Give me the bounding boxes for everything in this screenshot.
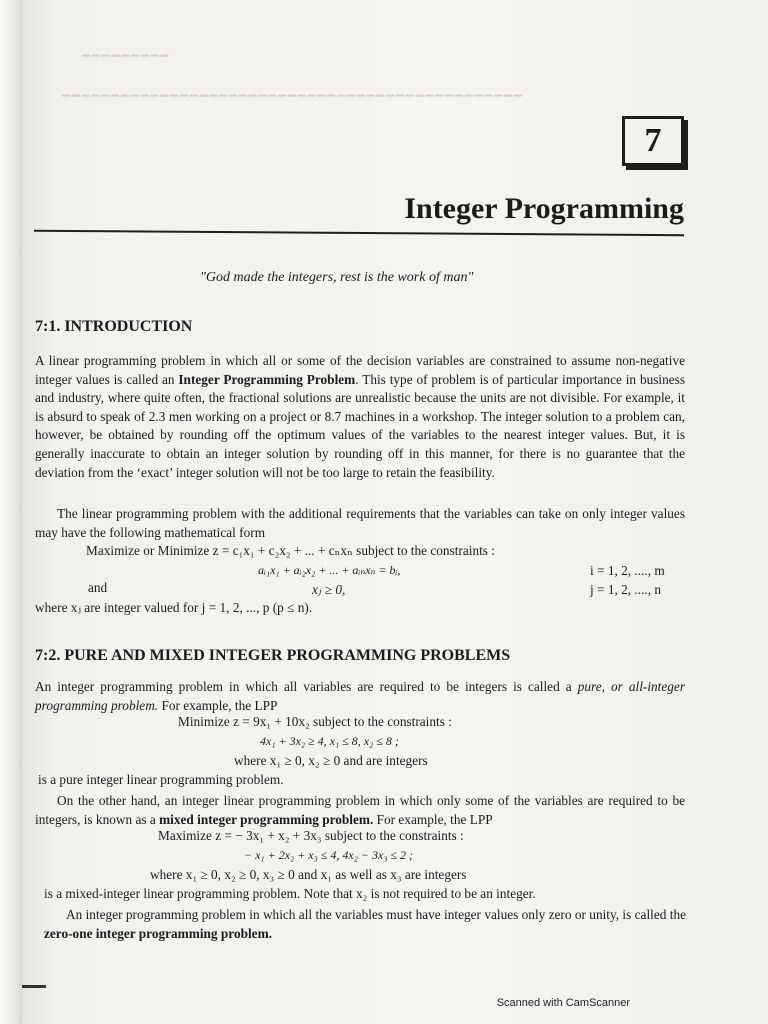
lpp2-objective: Maximize z = − 3x₁ + x₂ + 3x₃ subject to the constraints :	[158, 828, 464, 843]
integer-condition: where xⱼ are integer valued for j = 1, 2, ..., p (p ≤ n).	[35, 600, 313, 615]
zero-one-text: An integer programming problem in which all the variables must have integer values only zero or unity, is called the zero-one integer programming problem.	[44, 907, 686, 941]
lpp2-constraints: − x₁ + 2x₂ + x₃ ≤ 4, 4x₂ − 3x₃ ≤ 2 ;	[244, 848, 414, 862]
show-through-text: ━━━━━━━━━━━━━━━━━━━━━━━━━━━━━━━━━━━━━━━━━━━━━━━	[60, 88, 522, 103]
lpp2-conclusion: is a mixed-integer linear programming problem. Note that x₂ is not required to be an integer.	[44, 886, 536, 901]
pure-ip-text: An integer programming problem in which all variables are required to be integers is called a pure, or all-integer programming problem. For example, the LPP	[35, 679, 685, 713]
chapter-number-box	[622, 116, 684, 166]
chapter-number: 7	[644, 122, 662, 159]
lpp1-constraints: 4x₁ + 3x₂ ≥ 4, x₁ ≤ 8, x₂ ≤ 8 ;	[260, 734, 399, 748]
constraint-equation: aᵢ₁x₁ + aᵢ₂x₂ + ... + aᵢₙxₙ = bᵢ,	[258, 563, 401, 577]
mixed-ip-text: On the other hand, an integer linear programming problem in which only some of the variables are required to be integers, is known as a mixed integer programming problem. For example, the LPP	[35, 793, 685, 827]
objective-function: Maximize or Minimize z = c₁x₁ + c₂x₂ + ... + cₙxₙ subject to the constraints :	[86, 543, 495, 558]
introduction-paragraph	[35, 352, 685, 482]
term-integer-programming-problem: Integer Programming Problem	[178, 371, 356, 387]
epigraph: "God made the integers, rest is the work of man"	[200, 270, 474, 285]
section-heading-introduction: 7:1. INTRODUCTION	[35, 318, 193, 335]
intro-text: A linear programming problem in which all or some of the decision variables are constrained to assume non-negative integer values is called an Integer Programming Problem. This type of problem is of particular importance in business and industry, where quite often, the fractional solutions are unrealistic because the units are not divisible. For example, it is absurd to speak of 2.3 men working on a project or 8.7 machines in a workshop. The integer solution to a problem can, however, be obtained by rounding off the optimum values of the variables to the nearest integer values. But, it is generally inaccurate to obtain an integer solution by rounding off in this manner, for there is no guarantee that the deviation from the ‘exact’ integer solution will not be too large to retain the feasibility.	[35, 353, 686, 480]
constraint-range-j: j = 1, 2, ...., n	[590, 582, 662, 597]
lpp1-objective: Minimize z = 9x₁ + 10x₂ subject to the constraints :	[178, 714, 452, 729]
lpp1-integer-condition: where x₁ ≥ 0, x₂ ≥ 0 and are integers	[234, 753, 428, 768]
constraint-range-i: i = 1, 2, ...., m	[590, 563, 665, 578]
lpp2-integer-condition: where x₁ ≥ 0, x₂ ≥ 0, x₃ ≥ 0 and x₁ as well as x₃ are integers	[150, 867, 467, 882]
form-intro-text: The linear programming problem with the additional requirements that the variables can take on only integer values may have the following mathematical form	[35, 506, 685, 540]
page-corner-mark	[22, 985, 46, 988]
book-spine-shadow	[0, 0, 22, 1024]
and-label: and	[88, 580, 108, 595]
form-intro-paragraph	[35, 505, 685, 542]
nonnegativity-constraint: xⱼ ≥ 0,	[312, 582, 346, 597]
pure-ip-paragraph	[35, 678, 685, 715]
show-through-text: ━━━━━━━━━	[80, 48, 169, 63]
mixed-ip-paragraph	[35, 792, 685, 829]
section-heading-pure-mixed: 7:2. PURE AND MIXED INTEGER PROGRAMMING PROBLEMS	[35, 647, 511, 664]
zero-one-paragraph	[44, 906, 686, 943]
chapter-title: Integer Programming	[404, 192, 684, 225]
scanner-watermark: Scanned with CamScanner	[496, 997, 630, 1009]
lpp1-conclusion: is a pure integer linear programming problem.	[38, 772, 284, 787]
